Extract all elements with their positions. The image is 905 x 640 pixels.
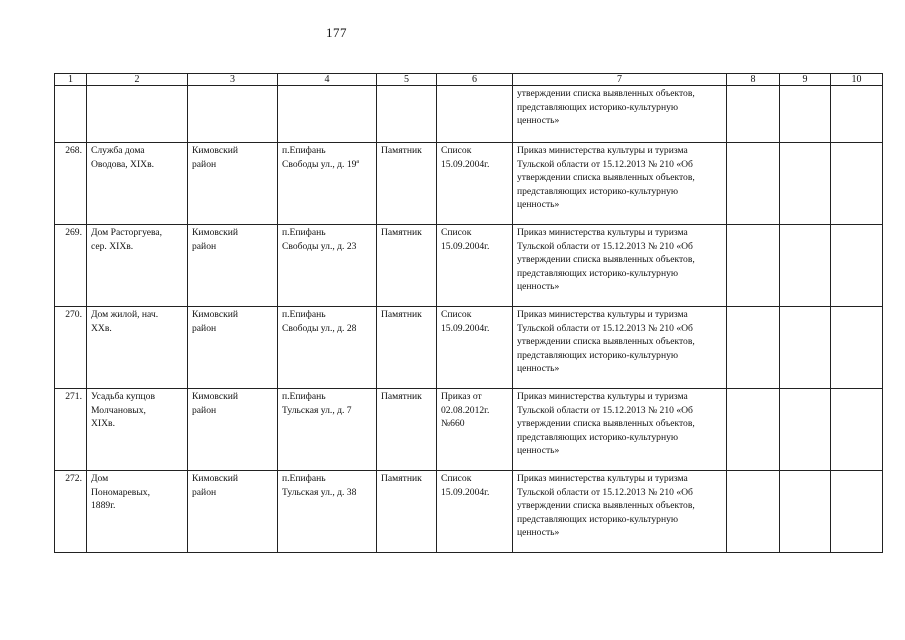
column-header: 1 (55, 74, 87, 86)
address-street: Свободы ул., д. 19 (282, 158, 357, 170)
address-line: Свободы ул., д. 28 (282, 322, 357, 334)
cell-document (513, 143, 727, 225)
cell-list (437, 307, 513, 389)
district-line: район (192, 486, 217, 498)
list-line: Приказ от (441, 391, 482, 402)
object-name-line: Оводова, XIXв. (91, 158, 155, 170)
column-header: 6 (437, 74, 513, 86)
object-name-line: Служба дома (91, 145, 145, 156)
document-line: Приказ министерства культуры и туризма (517, 309, 688, 320)
list-line: 02.08.2012г. (441, 404, 490, 416)
address-line: п.Епифань (282, 309, 326, 320)
document-line: утверждении списка выявленных объектов, (517, 172, 695, 184)
cell-empty (831, 389, 883, 471)
cell-district (188, 307, 278, 389)
document-line: представляющих историко-культурную (517, 101, 679, 113)
document-line: представляющих историко-культурную (517, 349, 679, 361)
column-header: 5 (377, 74, 437, 86)
cell-address (278, 307, 377, 389)
cell-document (513, 307, 727, 389)
object-name-line: Дом жилой, нач. (91, 309, 159, 320)
document-line: утверждении списка выявленных объектов, (517, 336, 695, 348)
cell-empty (727, 143, 780, 225)
list-line: 15.09.2004г. (441, 486, 490, 498)
list-line: Список (441, 227, 472, 238)
cell-address (278, 389, 377, 471)
cell-object-name (87, 307, 188, 389)
cell-empty (780, 86, 831, 143)
list-line: Список (441, 473, 472, 484)
document-line: Тульской области от 15.12.2013 № 210 «Об (517, 158, 693, 170)
address-line: п.Епифань (282, 145, 326, 156)
list-line: №660 (441, 418, 465, 430)
district-line: Кимовский (192, 473, 239, 484)
table-row (55, 143, 883, 225)
cell-row-number: 270. (55, 307, 87, 389)
cell-empty (727, 389, 780, 471)
cell-address (278, 471, 377, 553)
cell-empty (831, 307, 883, 389)
address-suffix: а (356, 158, 360, 165)
page-number: 177 (326, 25, 347, 40)
continuation-row (55, 86, 883, 143)
cell-row-number: 271. (55, 389, 87, 471)
heritage-registry-table (54, 73, 883, 553)
column-header: 9 (780, 74, 831, 86)
table-row (55, 307, 883, 389)
column-header: 3 (188, 74, 278, 86)
address-line: Свободы ул., д. 23 (282, 240, 357, 252)
district-line: Кимовский (192, 227, 239, 238)
cell-list (437, 389, 513, 471)
cell-row-number: 269. (55, 225, 87, 307)
cell-empty (437, 86, 513, 143)
cell-empty (780, 225, 831, 307)
district-line: Кимовский (192, 391, 239, 402)
list-line: 15.09.2004г. (441, 322, 490, 334)
cell-district (188, 389, 278, 471)
district-line: район (192, 322, 217, 334)
object-name-line: сер. XIXв. (91, 240, 134, 252)
column-header: 7 (513, 74, 727, 86)
district-line: район (192, 404, 217, 416)
cell-empty (780, 143, 831, 225)
cell-category: Памятник (377, 307, 437, 389)
cell-empty (780, 389, 831, 471)
document-line: ценность» (517, 363, 560, 375)
document-line: утверждении списка выявленных объектов, (517, 500, 695, 512)
document-line: ценность» (517, 445, 560, 457)
cell-document-continuation (513, 86, 727, 143)
table-row (55, 471, 883, 553)
address-line: п.Епифань (282, 227, 326, 238)
object-name-line: Усадьба купцов (91, 391, 155, 402)
document-line: Тульской области от 15.12.2013 № 210 «Об (517, 404, 693, 416)
document-line: ценность» (517, 199, 560, 211)
document-line: Тульской области от 15.12.2013 № 210 «Об (517, 240, 693, 252)
object-name-line: Пономаревых, (91, 486, 150, 498)
table-row (55, 389, 883, 471)
document-line: представляющих историко-культурную (517, 431, 679, 443)
cell-empty (831, 471, 883, 553)
cell-district (188, 225, 278, 307)
cell-empty (831, 143, 883, 225)
cell-document (513, 389, 727, 471)
address-line: п.Епифань (282, 391, 326, 402)
cell-address (278, 225, 377, 307)
cell-empty (780, 471, 831, 553)
cell-empty (55, 86, 87, 143)
cell-document (513, 225, 727, 307)
document-line: Приказ министерства культуры и туризма (517, 145, 688, 156)
column-header: 2 (87, 74, 188, 86)
cell-empty (831, 225, 883, 307)
document-line: Приказ министерства культуры и туризма (517, 391, 688, 402)
district-line: район (192, 240, 217, 252)
cell-object-name (87, 143, 188, 225)
document-line: ценность» (517, 281, 560, 293)
document-line: представляющих историко-культурную (517, 513, 679, 525)
cell-empty (278, 86, 377, 143)
cell-category: Памятник (377, 225, 437, 307)
address-line: п.Епифань (282, 473, 326, 484)
column-number-header-row (55, 74, 883, 86)
document-line: утверждении списка выявленных объектов, (517, 418, 695, 430)
cell-empty (727, 307, 780, 389)
column-header: 4 (278, 74, 377, 86)
object-name-line: Молчановых, (91, 404, 146, 416)
cell-document (513, 471, 727, 553)
object-name-line: XIXв. (91, 418, 115, 430)
object-name-line: 1889г. (91, 500, 116, 512)
district-line: район (192, 158, 217, 170)
cell-row-number: 272. (55, 471, 87, 553)
cell-district (188, 471, 278, 553)
cell-object-name (87, 389, 188, 471)
cell-empty (780, 307, 831, 389)
document-line: Тульской области от 15.12.2013 № 210 «Об (517, 322, 693, 334)
cell-district (188, 143, 278, 225)
object-name-line: Дом Расторгуева, (91, 227, 163, 238)
cell-empty (87, 86, 188, 143)
cell-empty (377, 86, 437, 143)
cell-category: Памятник (377, 471, 437, 553)
cell-category: Памятник (377, 389, 437, 471)
list-line: Список (441, 309, 472, 320)
cell-list (437, 471, 513, 553)
cell-empty (188, 86, 278, 143)
document-line: представляющих историко-культурную (517, 267, 679, 279)
document-line: Тульской области от 15.12.2013 № 210 «Об (517, 486, 693, 498)
cell-list (437, 225, 513, 307)
address-line: Тульская ул., д. 38 (282, 486, 357, 498)
cell-empty (727, 86, 780, 143)
column-header: 8 (727, 74, 780, 86)
document-line: утверждении списка выявленных объектов, (517, 88, 695, 99)
document-line: утверждении списка выявленных объектов, (517, 254, 695, 266)
cell-category: Памятник (377, 143, 437, 225)
document-line: представляющих историко-культурную (517, 185, 679, 197)
object-name-line: Дом (91, 473, 109, 484)
list-line: Список (441, 145, 472, 156)
cell-empty (831, 86, 883, 143)
document-line: ценность» (517, 527, 560, 539)
cell-object-name (87, 471, 188, 553)
district-line: Кимовский (192, 145, 239, 156)
table-row (55, 225, 883, 307)
address-line: Тульская ул., д. 7 (282, 404, 352, 416)
address-line (282, 158, 372, 172)
list-line: 15.09.2004г. (441, 240, 490, 252)
document-line: Приказ министерства культуры и туризма (517, 227, 688, 238)
object-name-line: XXв. (91, 322, 112, 334)
cell-row-number: 268. (55, 143, 87, 225)
district-line: Кимовский (192, 309, 239, 320)
cell-empty (727, 225, 780, 307)
cell-list (437, 143, 513, 225)
cell-address (278, 143, 377, 225)
list-line: 15.09.2004г. (441, 158, 490, 170)
document-line: ценность» (517, 115, 560, 127)
column-header: 10 (831, 74, 883, 86)
document-line: Приказ министерства культуры и туризма (517, 473, 688, 484)
cell-object-name (87, 225, 188, 307)
cell-empty (727, 471, 780, 553)
